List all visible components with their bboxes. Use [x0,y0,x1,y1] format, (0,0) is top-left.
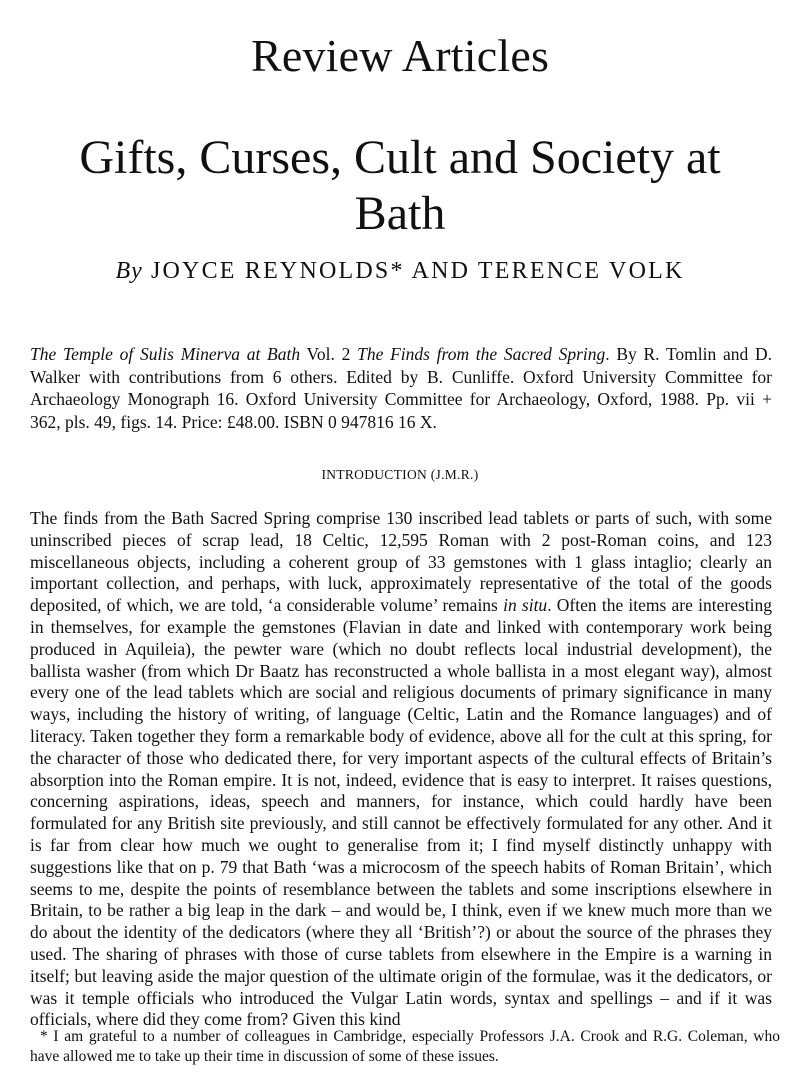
article-title: Gifts, Curses, Cult and Society at Bath [79,131,721,240]
reviewed-volume: Vol. 2 [306,344,351,364]
reviewed-details: . By R. Tomlin and D. Walker with contributions from 6 others. Edited by B. Cunliffe. Oxford University Committee for Archaeology Monograph 16. Oxford University Committee for Archaeology, Oxford, 1988. Pp. vii + 362, pls. 49, figs. 14. Price: £48.00. ISBN 0 947816 16 X. [30,344,773,432]
byline [0,256,800,286]
introduction-paragraph [30,508,772,1031]
reviewed-volume-title: The Finds from the Sacred Spring [357,344,606,364]
byline-authors: JOYCE REYNOLDS* AND TERENCE VOLK [150,258,685,284]
byline-by: By [115,258,143,284]
introduction-heading: INTRODUCTION (J.M.R.) [321,467,479,482]
footnote: * I am grateful to a number of colleagues in Cambridge, especially Professors J.A. Crook and R.G. Coleman, who have allowed me to take up their time in discussion of some of these issues. [30,1028,780,1065]
introduction-text-part1: The finds from the Bath Sacred Spring comprise 130 inscribed lead tablets or parts of such, with some uninscribed pieces of scrap lead, 18 Celtic, 12,595 Roman with 2 post-Roman coins, and 123 miscellaneous objects, including a coherent group of 33 gemstones with 1 glass intaglio; clearly an important collection, and perhaps, with luck, approximately representative of the total of the goods deposited, of which, we are told, ‘a considerable volume’ remains [30,508,772,616]
introduction-in-situ: in situ [503,595,548,616]
reviewed-work-citation [30,343,772,433]
section-heading: Review Articles [250,30,550,81]
introduction-text-part2: . Often the items are interesting in themselves, for example the gemstones (Flavian in date and linked with contemporary work being produced in Aquileia), the pewter ware (which no doubt reflects local industrial development), the ballista washer (from which Dr Baatz has reconstructed a whole ballista in a most elegant way), almost every one of the lead tablets which are social and religious documents of primary significance in many ways, including the history of writing, of language (Celtic, Latin and the Romance languages) and of literacy. Taken together they form a remarkable body of evidence, above all for the cult at this spring, for the character of those who dedicated there, for very important aspects of the cultural effects of Britain’s absorption into the Roman empire. It is not, indeed, evidence that is easy to interpret. It raises questions, concerning aspirations, ideas, speech and manners, for instance, which could hardly have been formulated for any British site previously, and still cannot be effectively formulated for any other. And it is far from clear how much we ought to generalise from it; I find myself distinctly unhappy with suggestions like that on p. 79 that Bath ‘was a microcosm of the speech habits of Roman Britain’, which seems to me, despite the points of resemblance between the tablets and some inscriptions elsewhere in Britain, to be rather a big leap in the dark – and would be, I think, even if we knew much more than we do about the identity of the dedicators (where they all ‘British’?) or about the source of the phrases they used. The sharing of phrases with those of curse tablets from elsewhere in the Empire is a warning in itself; but leaving aside the major question of the ultimate origin of the formulae, was it the dedicators, or was it temple officials who introduced the Vulgar Latin words, syntax and spellings – and if it was officials, where did they come from? Given this kind [30,595,772,1030]
reviewed-book-title: The Temple of Sulis Minerva at Bath [30,344,301,364]
